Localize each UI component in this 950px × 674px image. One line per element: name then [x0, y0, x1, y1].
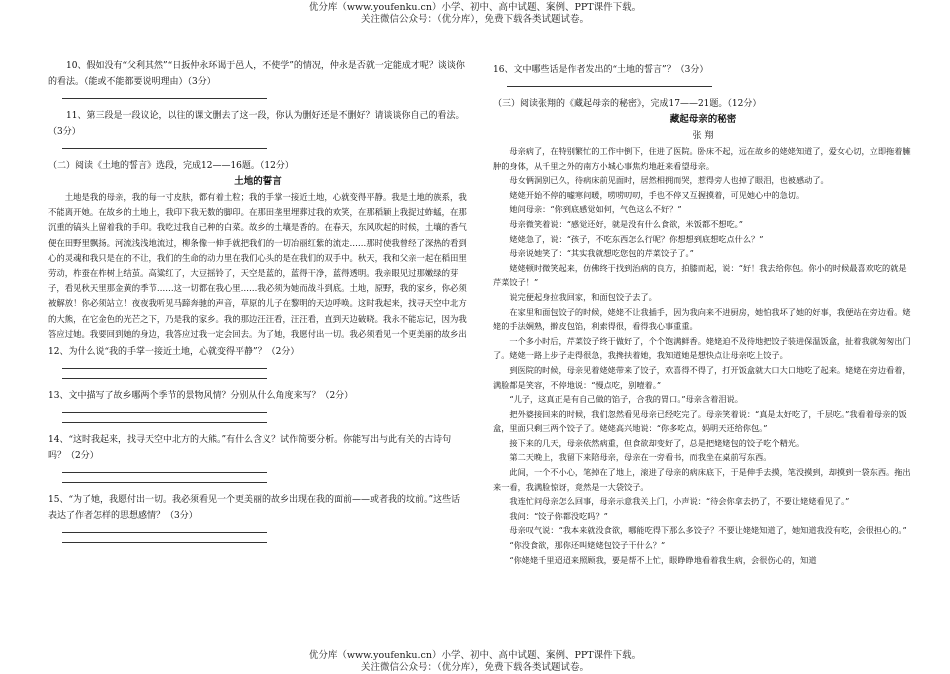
- question-10: 10、假如没有“父利其然”“日扳仲永环谒于邑人，不使学”的情况，仲永是否就一定能成才呢？谈谈你的看法。（能或不能都要说明理由）（3分）: [48, 61, 465, 87]
- question-11: 11、第三段是一段议论，以往的课文删去了这一段，你认为删好还是不删好？请谈谈你自己的看法。（3分）: [48, 111, 465, 137]
- passage-text: 土地是我的母亲，我的每一寸皮肤，都有着土粒；我的手掌一接近土地，心就变得平静。我是土地的族系，我不能离开她。在故乡的土地上，我印下我无数的脚印。在那田垄里埋葬过我的欢笑，在那稻颖上我捉过蚱蜢，在那沉重的镐头上留着我的手印。我吃过我自己种的白菜。故乡的土壤是香的。在春天，东风吹起的时候，土壤的香气便在田野里飘扬。河流浅浅地流过，柳条像一伸手就把我们的一切冶丽红紫的流走……那时使我曾经了深热的看到心的灵魂和我只是在的不让，我们的生命的动力里在我们心头的是在我们的双手中。秋天，我和父亲一起在稻田里劳动，柞蚕在柞树上结茧。高粱红了，大豆摇铃了，天空是蓝的，蓝得干净，蓝得透明。我亲眼见过那嫩绿的芽子，看见秋天里那金黄的季节……这一切都在我心里……我必须为她而战斗到底。土地，原野，我的家乡，你必须被解放！你必须站立！夜夜我听见马蹄奔驰的声音，草原的儿子在黎明的天边呼唤。这时我起来，找寻天空中北方的大熊，在它金色的光芒之下，乃是我的家乡。我的那边汪汪看，汪汪看，直到天边破晓。我永不能忘记，因为我答应过她。我要回到她的身边，我答应过我一定会回去。为了她，我愿付出一切。我必须看见一个更美丽的故乡出: [48, 192, 467, 339]
- section-3-heading: （三）阅读张翔的《藏起母亲的秘密》，完成17——21题。（12分）: [493, 99, 762, 109]
- story-paragraph: 说完便起身拉我回家，和面包饺子去了。: [509, 291, 657, 302]
- story-paragraph: 到医院的时候，母亲见着姥姥带来了饺子，欢喜得不得了，打开饭盒就大口大口地吃了起来。姥姥在旁边看着，满脸都是笑容，不停地说：“慢点吃，别噎着。”: [493, 364, 911, 390]
- question-15: 15、“为了她，我愿付出一切。我必须看见一个更美丽的故乡出现在我的面前——或者我的坟前。”这些话表达了作者怎样的思想感情？（3分）: [48, 495, 461, 521]
- header-line-2: 关注微信公众号：（优分库），免费下载各类试题试卷。: [360, 14, 589, 25]
- answer-line: [507, 86, 712, 87]
- answer-line: [62, 412, 267, 413]
- answer-line: [62, 368, 267, 369]
- section-2-heading: （二）阅读《土地的誓言》选段，完成12——16题。（12分）: [48, 161, 294, 171]
- story-paragraph: 母亲叹气说：“我本来就没食欲，哪能吃得下那么多饺子？不要让姥姥知道了，她知道我没有吃，会很担心的。”: [509, 525, 907, 536]
- story-author: 张 翔: [692, 131, 714, 141]
- story-paragraph: 此间，一个不小心，笔掉在了地上，滚进了母亲的病床底下，于是伸手去摸，笔没摸到，却摸到一袋东西。拖出来一看，我满脸惊讶，竟然是一大袋饺子。: [493, 467, 911, 492]
- question-16: 16、文中哪些话是作者发出的“土地的誓言”？（3分）: [493, 65, 709, 75]
- answer-line: [62, 482, 267, 483]
- story-paragraph: “儿子，这真正是有自己做的馅子，合我的胃口。”母亲含着泪说。: [509, 394, 743, 405]
- footer-line-2: 关注微信公众号：（优分库），免费下载各类试题试卷。: [360, 662, 589, 673]
- story-paragraph: 一个多小时后，芹菜饺子终于做好了，个个饱满鲜香。姥姥迫不及待地把饺子装进保温饭盒，扯着我就匆匆出门了。姥姥一路上步子走得很急，我搀扶着她，我知道她是想快点让母亲吃上饺子。: [493, 335, 911, 361]
- story-paragraph: 母女俩洞别已久，待病床前见面时，居然相拥而哭，惹得旁人也掉了眼泪，也被感动了。: [509, 175, 829, 186]
- story-title: 藏起母亲的秘密: [669, 114, 737, 125]
- right-column: [493, 62, 913, 589]
- story-paragraph: 姥姥顿时微笑起来，仿佛终于找到治病的良方，拍膝而起，说：“好！我去给你包。你小的时候最喜欢吃的就是芹菜饺子！”: [493, 262, 907, 288]
- answer-line: [62, 472, 267, 473]
- question-13: 13、文中描写了故乡哪两个季节的景物风情？分别从什么角度来写？（2分）: [48, 391, 354, 401]
- answer-line: [62, 422, 267, 423]
- passage-title: 土地的誓言: [234, 176, 282, 187]
- question-12: 12、为什么说“我的手掌一接近土地，心就变得平静”？（2分）: [48, 347, 300, 357]
- page-header: [0, 2, 950, 26]
- page-footer: [0, 650, 950, 674]
- story-paragraph: 我问：“饺子你都没吃吗？”: [509, 510, 608, 521]
- story-paragraph: 姥姥急了，说：“孩子，不吃东西怎么行呢？你想想到底想吃点什么？”: [509, 233, 764, 244]
- story-paragraph: 母亲微笑着说：“感觉还好，就是没有什么食欲，米饭都不想吃。”: [509, 218, 743, 229]
- story-body: [493, 144, 913, 589]
- story-paragraph: 在家里和面包饺子的时候，姥姥不让我插手，因为我向来不进厨房，她怕我坏了她的好事，我便站在旁边看。姥姥的手法娴熟，擀皮包馅，利索得很，看得我心事重重。: [493, 306, 911, 332]
- footer-line-1: 优分库（www.youfenku.cn）小学、初中、高中试题、案例、PPT课件下载。: [308, 650, 642, 661]
- answer-line: [62, 542, 267, 543]
- story-paragraph: “你没食欲，那你还叫姥姥包饺子干什么？”: [509, 540, 666, 551]
- story-paragraph: “你姥姥千里迢迢来照顾我，要是帮不上忙，眼睁睁地看着我生病，会很伤心的，知道: [509, 554, 817, 565]
- story-paragraph: 母亲病了，在特别繁忙的工作中倒下，住进了医院。卧床不起，远在故乡的姥姥知道了，爱女心切，立即拖着臃肿的身体，从千里之外的南方小城心事焦灼地赶来看望母亲。: [493, 146, 911, 171]
- left-column: [48, 58, 468, 552]
- answer-line: [62, 532, 267, 533]
- header-line-1: 优分库（www.youfenku.cn）小学、初中、高中试题、案例、PPT课件下载。: [308, 2, 642, 13]
- answer-line: [62, 98, 267, 99]
- story-paragraph: 我连忙问母亲怎么回事，母亲示意我关上门，小声说：“待会你拿去扔了，不要让姥姥看见了。”: [509, 496, 850, 507]
- question-14: 14、“这时我起来，找寻天空中北方的大熊。”有什么含义？试作简要分析。你能写出与此有关的古诗句吗？（2分）: [48, 435, 452, 461]
- story-paragraph: 她问母亲：“你到底感觉如何，气色这么不好？”: [509, 204, 682, 215]
- story-paragraph: 接下来的几天，母亲依然病重，但食欲却变好了，总是把姥姥包的饺子吃个精光。: [509, 437, 805, 448]
- story-paragraph: 把外婆接回来的时候，我们忽然看见母亲已经吃完了。母亲笑着说：“真是太好吃了，千层吃。”我看着母亲的饭盒，里面只剩三两个饺子了。姥姥高兴地说：“你多吃点，妈明天还给你包。”: [493, 408, 907, 434]
- story-paragraph: 第二天晚上，我留下来陪母亲，母亲在一旁看书，而我坐在桌前写东西。: [509, 452, 772, 463]
- answer-line: [62, 148, 267, 149]
- story-paragraph: 母亲说她笑了：“其实我就想吃您包的芹菜饺子了。”: [509, 248, 694, 259]
- answer-line: [62, 378, 267, 379]
- story-paragraph: 姥姥开始不停的嘘寒问暖，唠唠叨叨，手也不停又互握摸着，可见她心中的急切。: [509, 189, 805, 200]
